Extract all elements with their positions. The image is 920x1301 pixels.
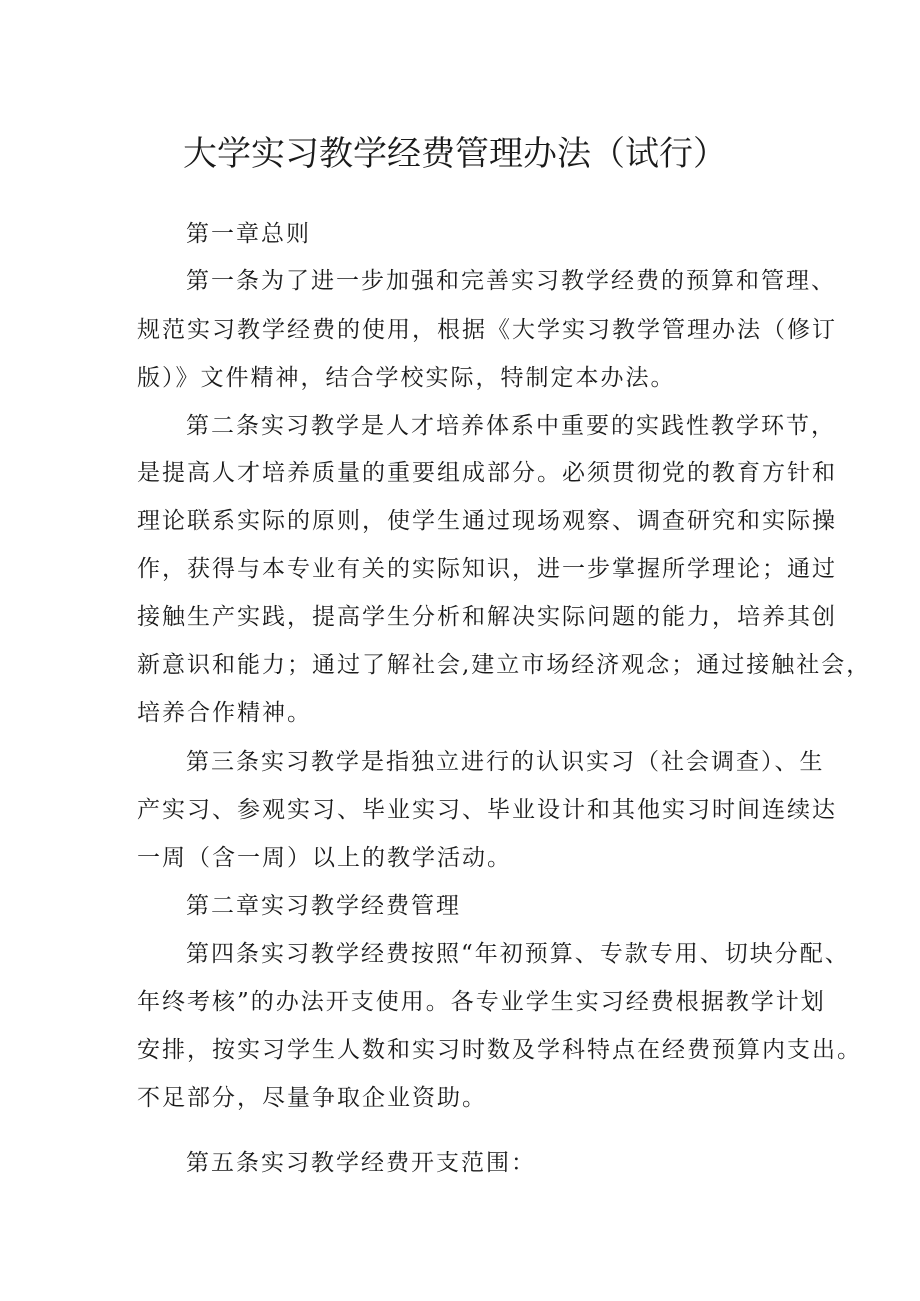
paragraph-line: 理论联系实际的原则，使学生通过现场观察、调查研究和实际操	[137, 508, 837, 534]
paragraph-line: 不足部分，尽量争取企业资助。	[137, 1085, 487, 1111]
paragraph-line: 第四条实习教学经费按照“年初预算、专款专用、切块分配、	[186, 941, 850, 967]
paragraph-line: 安排，按实习学生人数和实习时数及学科特点在经费预算内支出。	[137, 1037, 862, 1063]
paragraph-line: 第二条实习教学是人才培养体系中重要的实践性教学环节，	[186, 413, 836, 439]
paragraph-line: 是提高人才培养质量的重要组成部分。必须贯彻党的教育方针和	[137, 460, 837, 486]
paragraph-line: 产实习、参观实习、毕业实习、毕业设计和其他实习时间连续达	[137, 797, 837, 823]
paragraph-line: 第一条为了进一步加强和完善实习教学经费的预算和管理、	[186, 268, 836, 294]
paragraph-line: 第三条实习教学是指独立进行的认识实习（社会调查）、生	[186, 749, 825, 775]
paragraph-line: 培养合作精神。	[137, 700, 312, 726]
paragraph-line: 接触生产实践，提高学生分析和解决实际问题的能力，培养其创	[137, 604, 837, 630]
chapter-heading: 第二章实习教学经费管理	[186, 893, 461, 919]
chapter-heading: 第一章总则	[186, 221, 311, 247]
document-title: 大学实习教学经费管理办法（试行）	[183, 134, 727, 174]
paragraph-line: 年终考核”的办法开支使用。各专业学生实习经费根据教学计划	[137, 989, 826, 1015]
paragraph-line: 版）》文件精神，结合学校实际，特制定本办法。	[137, 365, 676, 391]
paragraph-line: 第五条实习教学经费开支范围：	[186, 1150, 536, 1176]
paragraph-line: 一周（含一周）以上的教学活动。	[137, 845, 512, 871]
paragraph-line: 新意识和能力；通过了解社会,建立市场经济观念；通过接触社会，	[137, 652, 872, 678]
paragraph-line: 作，获得与本专业有关的实际知识，进一步掌握所学理论；通过	[137, 556, 837, 582]
paragraph-line: 规范实习教学经费的使用，根据《大学实习教学管理办法（修订	[137, 317, 837, 343]
